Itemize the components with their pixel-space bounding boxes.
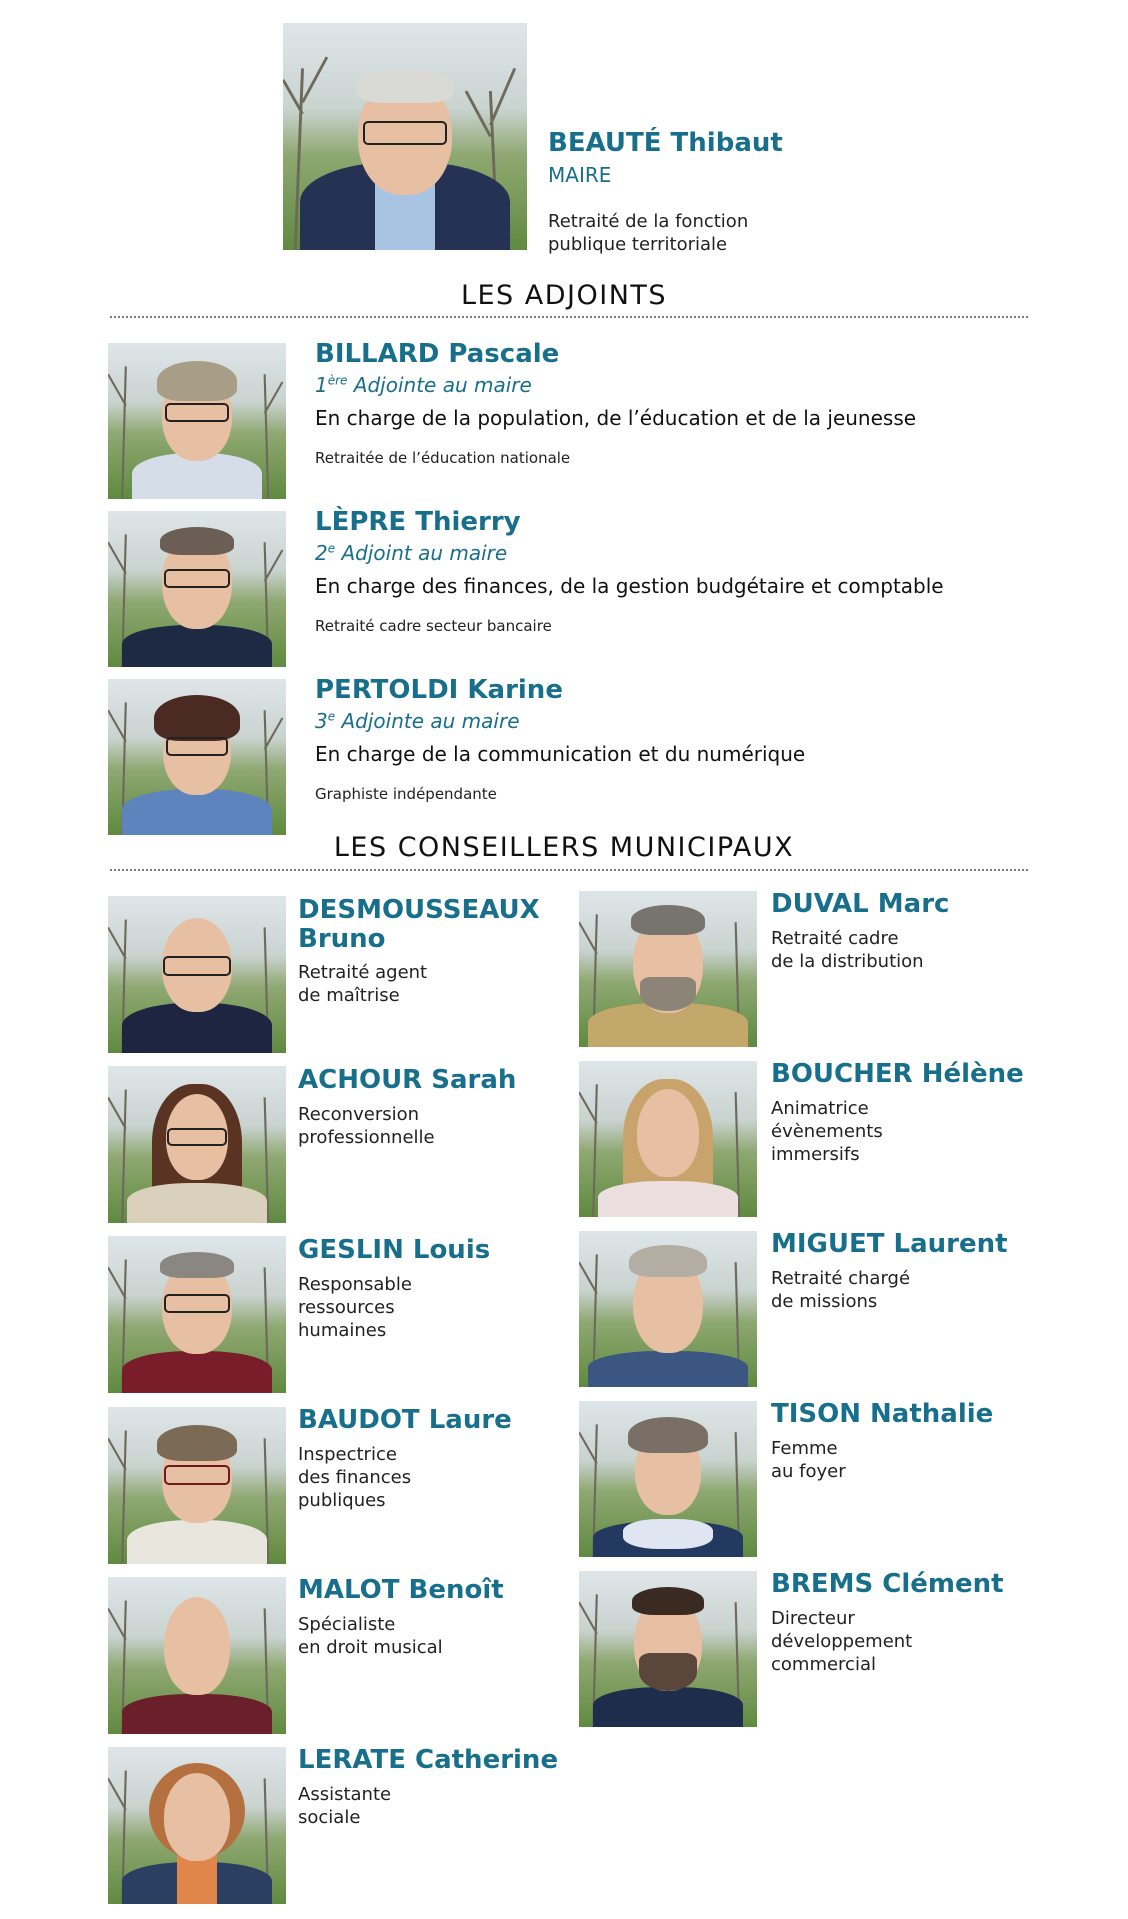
conseiller-name: BOUCHER Hélène	[771, 1059, 1024, 1089]
adjoint-charge: En charge des finances, de la gestion budgétaire et comptable	[315, 574, 944, 598]
conseiller-name: MALOT Benoît	[298, 1575, 504, 1605]
conseiller-photo	[579, 1231, 757, 1387]
conseiller-name: MIGUET Laurent	[771, 1229, 1008, 1259]
conseiller-photo	[579, 1571, 757, 1727]
conseiller-desc: Reconversion professionnelle	[298, 1104, 435, 1148]
conseiller-name: LERATE Catherine	[298, 1745, 559, 1775]
conseiller-desc: Directeur développement commercial	[771, 1608, 913, 1675]
conseiller-photo	[579, 1061, 757, 1217]
conseiller-photo	[108, 1577, 286, 1734]
adjoint-charge: En charge de la communication et du numérique	[315, 742, 806, 766]
adjoint-role: 1ère Adjointe au maire	[315, 373, 532, 397]
conseiller-desc: Femme au foyer	[771, 1438, 846, 1482]
conseiller-name: BAUDOT Laure	[298, 1405, 512, 1435]
adjoint-job: Retraitée de l’éducation nationale	[315, 449, 571, 467]
maire-role: MAIRE	[548, 163, 612, 187]
conseiller-photo	[108, 1066, 286, 1223]
adjoint-photo	[108, 679, 286, 835]
maire-desc: Retraité de la fonction publique territoriale	[548, 211, 749, 255]
adjoints-title: LES ADJOINTS	[460, 280, 668, 311]
adjoint-job: Graphiste indépendante	[315, 785, 497, 803]
conseiller-name: ACHOUR Sarah	[298, 1065, 517, 1095]
conseiller-desc: Responsable ressources humaines	[298, 1274, 412, 1341]
adjoint-name: LÈPRE Thierry	[315, 507, 521, 537]
adjoint-charge: En charge de la population, de l’éducation et de la jeunesse	[315, 406, 917, 430]
conseiller-name: DUVAL Marc	[771, 889, 950, 919]
conseiller-name: DESMOUSSEAUX Bruno	[298, 895, 540, 954]
conseillers-divider	[110, 869, 1028, 871]
conseiller-name: BREMS Clément	[771, 1569, 1004, 1599]
adjoint-name: BILLARD Pascale	[315, 339, 560, 369]
conseiller-photo	[108, 1747, 286, 1904]
adjoint-photo	[108, 511, 286, 667]
conseiller-photo	[579, 891, 757, 1047]
conseiller-name: TISON Nathalie	[771, 1399, 994, 1429]
adjoint-role: 3e Adjointe au maire	[315, 709, 520, 733]
adjoint-role: 2e Adjoint au maire	[315, 541, 508, 565]
conseiller-photo	[579, 1401, 757, 1557]
conseiller-photo	[108, 896, 286, 1053]
conseillers-title: LES CONSEILLERS MUNICIPAUX	[333, 832, 795, 863]
conseiller-photo	[108, 1407, 286, 1564]
adjoint-job: Retraité cadre secteur bancaire	[315, 617, 552, 635]
adjoint-photo	[108, 343, 286, 499]
maire-photo	[283, 23, 527, 250]
adjoint-name: PERTOLDI Karine	[315, 675, 563, 705]
conseiller-desc: Assistante sociale	[298, 1784, 392, 1828]
conseiller-name: GESLIN Louis	[298, 1235, 491, 1265]
conseiller-desc: Retraité agent de maîtrise	[298, 962, 428, 1006]
adjoints-divider	[110, 316, 1028, 318]
conseiller-desc: Inspectrice des finances publiques	[298, 1444, 412, 1511]
conseiller-desc: Spécialiste en droit musical	[298, 1614, 443, 1658]
conseiller-desc: Retraité chargé de missions	[771, 1268, 911, 1312]
conseiller-desc: Animatrice évènements immersifs	[771, 1098, 883, 1165]
maire-name: BEAUTÉ Thibaut	[548, 128, 783, 158]
conseiller-desc: Retraité cadre de la distribution	[771, 928, 924, 972]
conseiller-photo	[108, 1236, 286, 1393]
